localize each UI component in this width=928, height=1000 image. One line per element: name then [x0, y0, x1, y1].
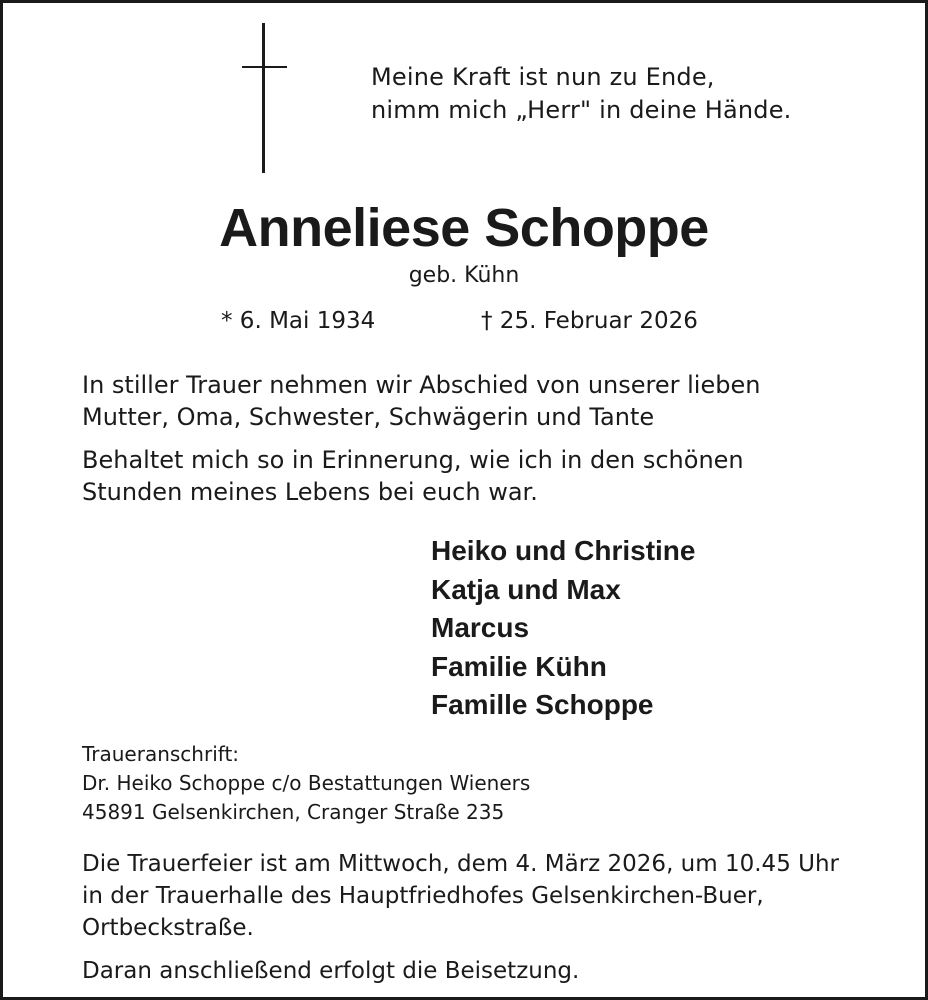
cross-icon [242, 23, 287, 173]
verse-line: Meine Kraft ist nun zu Ende, [371, 63, 715, 91]
intro-line: Mutter, Oma, Schwester, Schwägerin und Tante [82, 403, 655, 431]
verse [371, 61, 792, 127]
mourner-name: Marcus [431, 612, 530, 643]
burial-info: Daran anschließend erfolgt die Beisetzung. [82, 958, 580, 984]
quote-text [82, 444, 744, 508]
quote-line: Behaltet mich so in Erinnerung, wie ich in den schönen [82, 446, 744, 474]
deceased-name: Anneliese Schoppe [219, 198, 709, 258]
verse-line: nimm mich „Herr" in deine Hände. [371, 96, 792, 124]
mourner-name: Familie Kühn [431, 650, 607, 682]
birth-date: * 6. Mai 1934 [221, 308, 376, 334]
service-line: Die Trauerfeier ist am Mittwoch, dem 4. März 2026, um 10.45 Uhr [82, 851, 840, 877]
mourner-name: Heiko und Christine [431, 535, 696, 566]
address-line: 45891 Gelsenkirchen, Cranger Straße 235 [82, 800, 505, 824]
mourners-list [431, 532, 695, 725]
quote-line: Stunden meines Lebens bei euch war. [82, 478, 538, 506]
mourner-name: Famille Schoppe [431, 689, 654, 720]
intro-text [82, 369, 760, 433]
maiden-name: geb. Kühn [408, 263, 520, 288]
mourning-address [82, 740, 530, 827]
service-line: Ortbeckstraße. [82, 915, 254, 941]
service-line: in der Trauerhalle des Hauptfriedhofes Gelsenkirchen-Buer, [82, 883, 764, 909]
mourner-name: Katja und Max [431, 573, 621, 605]
address-label: Traueranschrift: [82, 742, 240, 766]
death-date: † 25. Februar 2026 [481, 308, 698, 334]
intro-line: In stiller Trauer nehmen wir Abschied von unserer lieben [82, 371, 761, 399]
funeral-service-info [82, 848, 839, 944]
address-line: Dr. Heiko Schoppe c/o Bestattungen Wieners [82, 771, 531, 795]
